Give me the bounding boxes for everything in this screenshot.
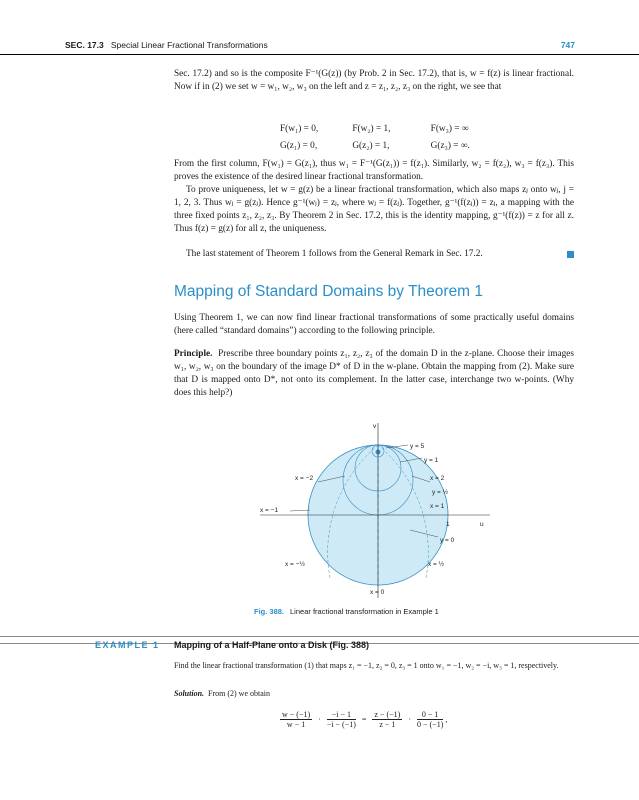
equation-f-row [280,124,469,134]
label-v: v [373,423,377,430]
label-x-1: x = 1 [430,503,445,510]
caption-label: Fig. 388. [254,607,285,616]
solution-label: Solution. [174,689,205,698]
leader-xm1 [290,510,310,511]
frac-r1-num: z − (−1) [374,710,401,719]
frac-l2-den: −i − (−1) [326,720,356,729]
eq-equals: = [361,715,367,724]
frac-r1 [372,710,402,729]
figure-388 [250,418,510,606]
paragraph-4-text: The last statement of Theorem 1 follows from the General Remark in Sec. 17.2. [186,249,483,259]
paragraph-1: Sec. 17.2) and so is the composite F⁻¹(G(z)) (by Prob. 2 in Sec. 17.2), that is, w = f(z) is linear fractional. Now if in (2) we set w = w₁, w₂, w₃ on the left and z = z₁, z₂, z₃ on the right, we see that [174,69,574,92]
page-header [65,40,575,50]
principle-text: Prescribe three boundary points z₁, z₂, z₃ of the domain D in the z-plane. Choose their images w₁, w₂, w₃ on the boundary of the image D* of D in the w-plane. Obtain the mapping from (2). Make sure that D is mapped onto D*, not onto its complement. In the latter case, interchange two w-points. (Why does this help?) [174,349,575,398]
eq-f1: F(w₁) = 0, [280,124,319,134]
label-y1: y = 1 [424,457,439,464]
principle-paragraph [174,348,574,400]
solution-line [174,688,270,700]
header-rule [0,54,639,55]
frac-l1 [280,710,312,729]
paragraph-2: From the first column, F(w₁) = G(z₁), thus w₁ = F⁻¹(G(z₁)) = f(z₁). Similarly, w₂ = f(z₂), w₃ = f(z₃). This proves the existence of the desired linear fractional transformation. [174,159,574,182]
end-of-proof-icon [567,251,574,258]
final-equation [280,710,447,729]
label-u: u [480,521,484,528]
eq-dot-2: · [408,715,411,724]
label-one: 1 [446,521,450,528]
label-y0: y = 0 [440,537,455,544]
frac-r2-num: 0 − 1 [417,710,443,720]
frac-l1-den: w − 1 [286,720,306,729]
caption-text: Linear fractional transformation in Example 1 [290,607,439,616]
figure-caption [254,607,439,616]
eq-f2: F(w₂) = 1, [352,124,391,134]
example-label: EXAMPLE 1 [95,640,160,650]
paragraph-4 [174,248,574,261]
page-number: 747 [560,40,575,50]
label-x-minus-2: x = −2 [295,475,314,482]
principle-label: Principle. [174,349,213,359]
eq-g3: G(z₃) = ∞. [430,141,470,151]
label-x-minus-1: x = −1 [260,507,279,514]
label-x0: x = 0 [370,589,385,596]
section-heading: Mapping of Standard Domains by Theorem 1 [174,283,484,300]
frac-l2 [327,710,356,729]
frac-r2 [417,710,443,729]
solution-text: From (2) we obtain [208,689,271,698]
eq-g1: G(z₁) = 0, [280,141,318,151]
eq-comma: , [445,715,448,724]
section-number: SEC. 17.3 [65,40,104,50]
eq-f3: F(w₃) = ∞ [430,124,469,134]
eq-g2: G(z₂) = 1, [352,141,390,151]
example-text: Find the linear fractional transformation (1) that maps z₁ = −1, z₂ = 0, z₃ = 1 onto w₁ = −1, w₂ = −i, w₃ = 1, respectively. [174,661,559,670]
label-x-minus-half: x = −½ [285,561,305,568]
section-title: Special Linear Fractional Transformations [110,40,268,50]
label-y5: y = 5 [410,443,425,450]
frac-r1-den: z − 1 [379,720,396,729]
paragraph-5: Using Theorem 1, we can now find linear fractional transformations of some practically useful domains (here called “standard domains”) according to the following principle. [174,313,574,336]
example-title: Mapping of a Half-Plane onto a Disk (Fig. 388) [174,640,370,650]
frac-r2-den: 0 − (−1) [417,720,444,729]
label-x-half: x = ½ [428,561,445,568]
frac-l1-num: w − (−1) [282,710,311,719]
eq-dot-1: · [318,715,321,724]
label-y-half: y = ½ [432,489,449,496]
equation-g-row [280,141,470,151]
paragraph-3: To prove uniqueness, let w = g(z) be a linear fractional transformation, which also maps zⱼ onto wⱼ, j = 1, 2, 3. Thus wⱼ = g(zⱼ). Hence g⁻¹(wⱼ) = zⱼ, where wⱼ = f(zⱼ). Together, g⁻¹(f(zⱼ)) = zⱼ, a mapping with the three fixed points z₁, z₂, z₃. By Theorem 2 in Sec. 17.2, this is the identity mapping, g⁻¹(f(z)) = z for all z. Thus f(z) = g(z) for all z, the uniqueness. [174,185,574,234]
frac-l2-num: −i − 1 [327,710,356,720]
label-x-2: x = 2 [430,475,445,482]
